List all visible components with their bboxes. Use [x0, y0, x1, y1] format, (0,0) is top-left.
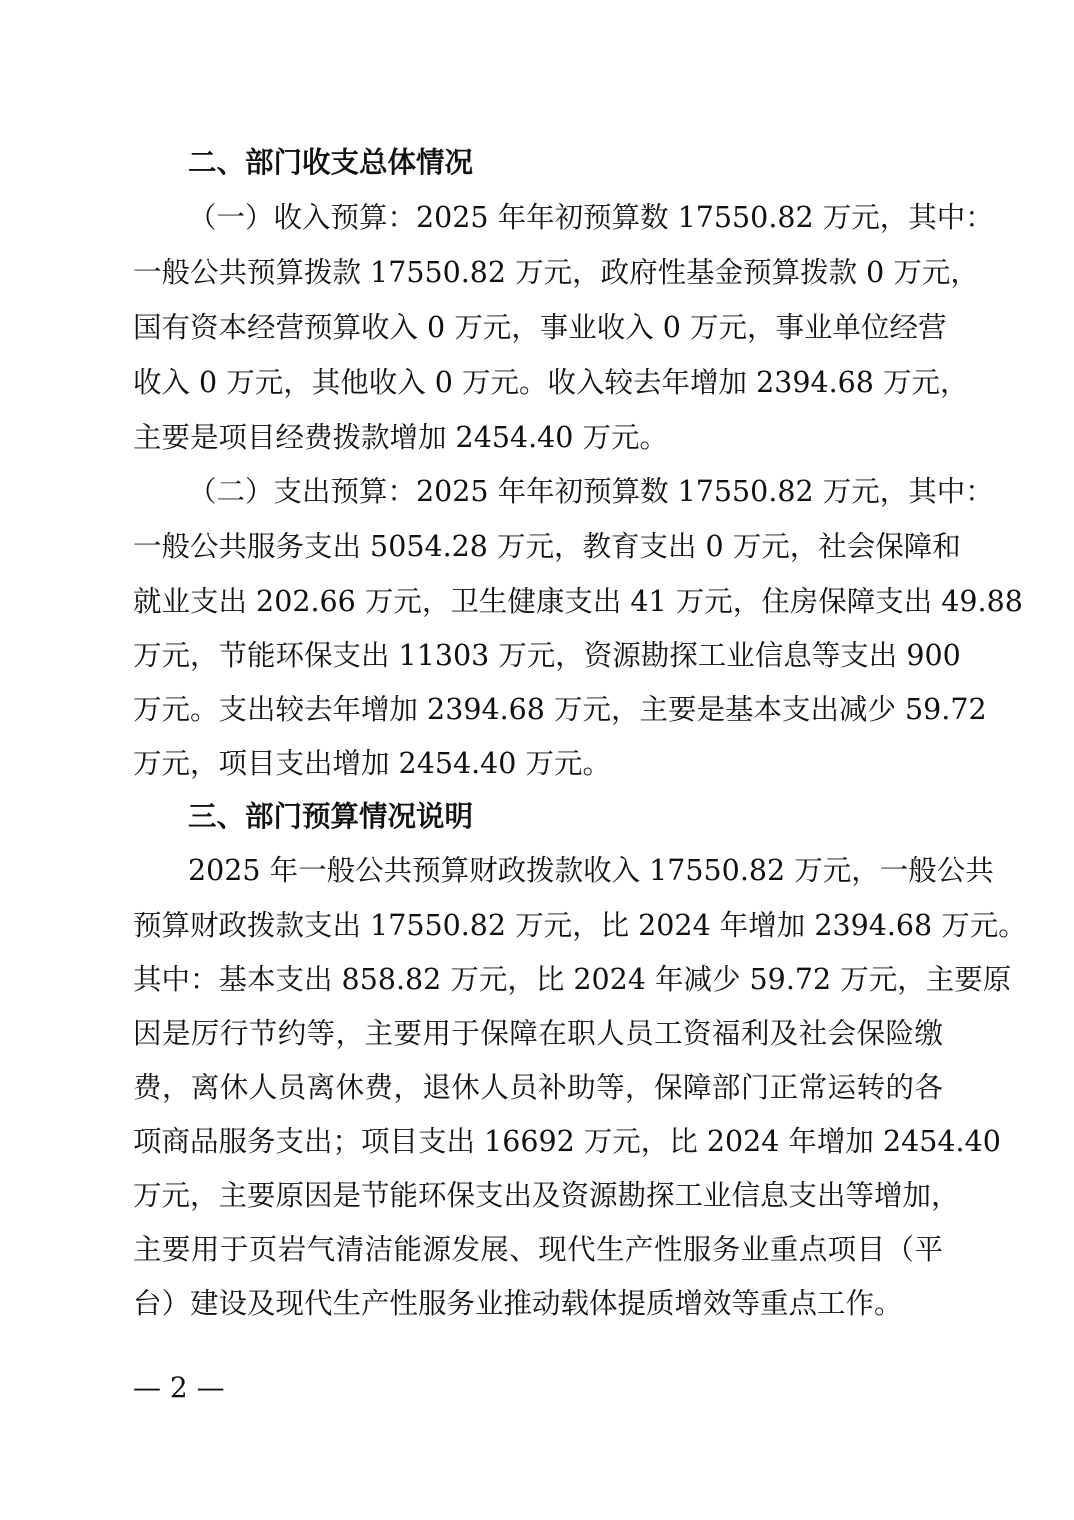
paragraph-line: 台）建设及现代生产性服务业推动载体提质增效等重点工作。 — [133, 1287, 903, 1320]
paragraph-line: 一般公共预算拨款 17550.82 万元，政府性基金预算拨款 0 万元， — [133, 256, 979, 289]
paragraph-line: （一）收入预算：2025 年年初预算数 17550.82 万元，其中： — [188, 201, 994, 234]
paragraph-line: 万元，主要原因是节能环保支出及资源勘探工业信息支出等增加， — [133, 1179, 960, 1212]
paragraph-line: 万元，节能环保支出 11303 万元，资源勘探工业信息等支出 900 — [133, 639, 961, 672]
paragraph-line: 费，离休人员离休费，退休人员补助等，保障部门正常运转的各 — [133, 1071, 943, 1104]
paragraph-line: 万元。支出较去年增加 2394.68 万元，主要是基本支出减少 59.72 — [133, 693, 987, 726]
paragraph-line: 主要用于页岩气清洁能源发展、现代生产性服务业重点项目（平 — [133, 1233, 943, 1266]
section-heading-budget-explanation: 三、部门预算情况说明 — [188, 800, 474, 833]
paragraph-line: 其中：基本支出 858.82 万元，比 2024 年减少 59.72 万元，主要原 — [133, 963, 1012, 996]
paragraph-line: 主要是项目经费拨款增加 2454.40 万元。 — [133, 421, 668, 454]
paragraph-line: 预算财政拨款支出 17550.82 万元，比 2024 年增加 2394.68 万元。 — [133, 909, 1027, 942]
paragraph-line: 项商品服务支出；项目支出 16692 万元，比 2024 年增加 2454.40 — [133, 1125, 1001, 1158]
paragraph-line: 万元，项目支出增加 2454.40 万元。 — [133, 747, 611, 780]
page-number: — 2 — — [133, 1371, 225, 1404]
paragraph-line: 就业支出 202.66 万元，卫生健康支出 41 万元，住房保障支出 49.88 — [133, 585, 1023, 618]
paragraph-line: 一般公共服务支出 5054.28 万元，教育支出 0 万元，社会保障和 — [133, 530, 961, 563]
paragraph-line: 收入 0 万元，其他收入 0 万元。收入较去年增加 2394.68 万元， — [133, 366, 969, 399]
paragraph-line: 2025 年一般公共预算财政拨款收入 17550.82 万元，一般公共 — [188, 854, 994, 887]
paragraph-line: 因是厉行节约等，主要用于保障在职人员工资福利及社会保险缴 — [133, 1017, 943, 1050]
paragraph-line: 国有资本经营预算收入 0 万元，事业收入 0 万元，事业单位经营 — [133, 311, 947, 344]
section-heading-overview: 二、部门收支总体情况 — [188, 146, 474, 179]
paragraph-line: （二）支出预算：2025 年年初预算数 17550.82 万元，其中： — [188, 475, 994, 508]
